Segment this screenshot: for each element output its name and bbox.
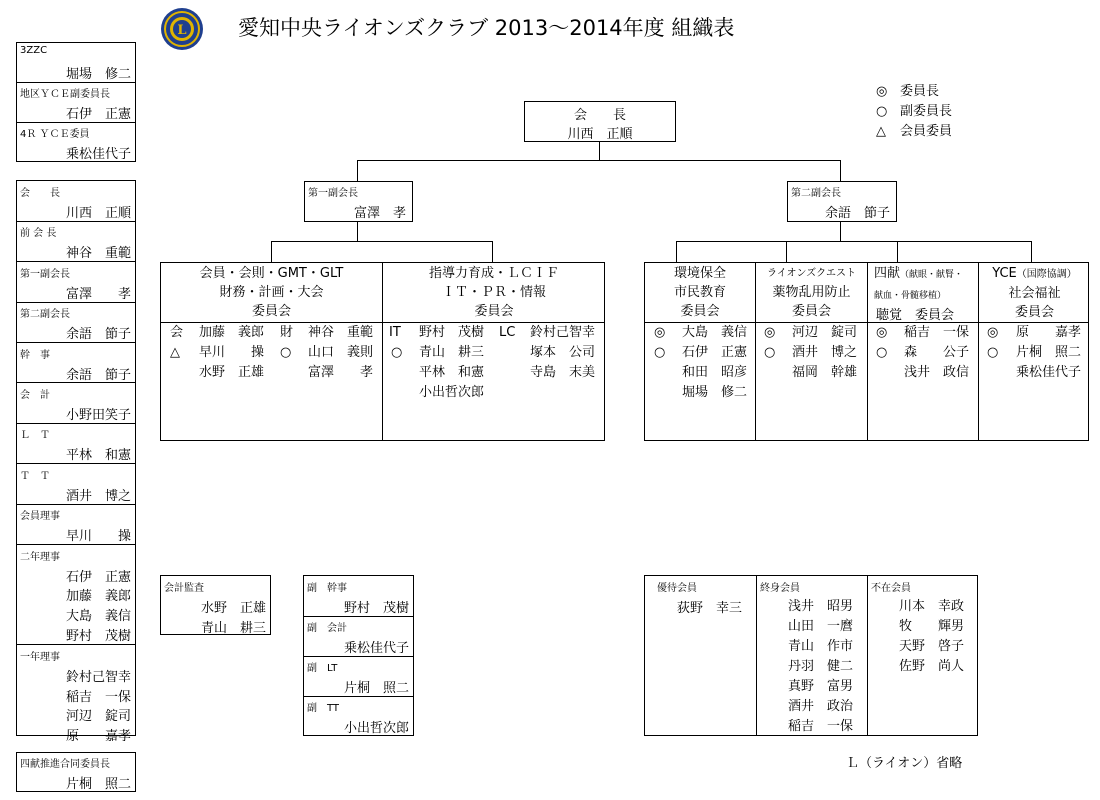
officer-title: 一年理事 [20, 651, 60, 663]
officer-title: 会員理事 [20, 511, 60, 523]
officer-title: Ｔ Ｔ [20, 470, 50, 482]
role-title: 地区ＹＣＥ副委員長 [20, 89, 110, 100]
member-name: 佐野 尚人 [899, 659, 965, 674]
role-title: 四献推進合同委員長 [20, 759, 110, 770]
member-name: 石伊 正憲 [65, 107, 131, 122]
member-name: 丹羽 健二 [788, 659, 854, 674]
member-name: 山田 一麿 [788, 619, 854, 634]
yonken-chair-box [16, 752, 136, 792]
role-title: 副 幹事 [307, 583, 347, 594]
member-name: 河辺 錠司 [792, 325, 858, 340]
role-title: 会計監査 [164, 583, 204, 594]
member-name: 天野 啓子 [899, 639, 965, 654]
role-title: 副 TT [307, 703, 340, 714]
district-roles-box [16, 42, 136, 162]
member-name: 塚本 公司 [530, 345, 596, 360]
officer-name: 石伊 正憲 [65, 569, 131, 585]
member-name: 乗松佳代子 [343, 641, 409, 656]
member-name: 小出哲次郎 [419, 385, 485, 400]
role-mark: △ [170, 345, 180, 360]
officer-name: 早川 操 [65, 529, 131, 545]
role-mark: ○ [987, 345, 999, 360]
role-title: 会 長 [573, 108, 626, 123]
officer-title: 前 会 長 [20, 228, 57, 240]
member-name: 山口 義則 [308, 345, 374, 360]
member-name: 福岡 幹雄 [792, 365, 858, 380]
officer-title: 会 計 [20, 390, 50, 401]
role-title: 不在会員 [871, 583, 911, 594]
member-name: 野村 茂樹 [419, 325, 485, 340]
member-name: 青山 耕三 [419, 345, 485, 360]
officer-title: Ｌ Ｔ [20, 430, 50, 442]
role-mark: ○ [391, 345, 403, 360]
committee-membership: 会員・会則・GMT・GLT 財務・計画・大会 委員会 [199, 266, 344, 319]
officer-name: 酒井 博之 [65, 488, 131, 504]
officer-name: 原 嘉孝 [65, 729, 131, 745]
role-mark: LC [499, 325, 516, 340]
deputies-box [303, 575, 414, 736]
member-name: 酒井 博之 [792, 345, 858, 360]
member-name: 寺島 末美 [530, 365, 596, 380]
life-members-list [788, 597, 853, 737]
committee-yce: YCE（国際協調） 社会福祉 委員会 [992, 266, 1077, 320]
second-vice-president-box [787, 181, 897, 222]
member-name: 青山 作市 [788, 639, 854, 654]
officer-name: 河辺 錠司 [65, 709, 131, 725]
member-name: 堀場 修二 [682, 385, 748, 400]
member-name: 稲吉 一保 [904, 325, 970, 340]
svg-text:L: L [177, 23, 187, 38]
role-title: 優待会員 [657, 583, 697, 594]
officer-title: 幹 事 [20, 349, 50, 361]
president-box [524, 101, 676, 142]
member-name: 余語 節子 [824, 206, 890, 221]
officer-name: 富澤 孝 [65, 286, 131, 302]
member-name: 大島 義信 [682, 325, 748, 340]
member-name: 原 嘉孝 [1016, 325, 1082, 340]
member-name: 富澤 孝 [308, 365, 374, 380]
role-title: 4Ｒ ＹＣＥ委員 [20, 129, 90, 140]
role-mark: 財 [280, 325, 294, 340]
committee-environment: 環境保全 市民教育 委員会 [673, 266, 726, 319]
officer-title: 会 長 [20, 188, 60, 199]
officer-title: 二年理事 [20, 551, 60, 563]
officers-list [16, 180, 136, 745]
role-title: 第二副会長 [791, 188, 841, 199]
officer-title: 第二副会長 [20, 309, 70, 321]
officer-name: 余語 節子 [65, 327, 131, 343]
role-mark: ◎ [764, 325, 776, 340]
member-name: 牧 輝男 [899, 619, 965, 634]
officer-name: 加藤 義郎 [65, 589, 131, 605]
member-name: 石伊 正憲 [682, 345, 748, 360]
officer-name: 小野田笑子 [65, 407, 131, 423]
role-mark: IT [389, 325, 401, 340]
member-name: 川本 幸政 [899, 599, 965, 614]
member-name: 片桐 照二 [1016, 345, 1082, 360]
member-name: 稲吉 一保 [788, 719, 854, 734]
member-name: 早川 操 [199, 345, 265, 360]
committee-lions-quest: ライオンズクエスト 薬物乱用防止 委員会 [767, 268, 856, 319]
role-mark: ◎ [876, 325, 888, 340]
officer-title: 第一副会長 [20, 268, 70, 280]
committee-leadership: 指導力育成・ＬＣＩＦ ＩＴ・ＰＲ・情報 委員会 [428, 266, 559, 319]
member-name: 森 公子 [904, 345, 970, 360]
committee-yonken: 四献（献眼・献腎・ 献血・骨髄移植） 聴覚 委員会 [874, 266, 964, 323]
officer-name: 川西 正順 [65, 205, 131, 221]
role-mark: 会 [170, 325, 184, 340]
member-name: 浅井 政信 [904, 365, 970, 380]
officer-name: 野村 茂樹 [65, 629, 131, 645]
role-mark: ○ [876, 345, 888, 360]
member-name: 乗松佳代子 [1016, 365, 1082, 380]
member-name: 川西 正順 [567, 127, 633, 142]
member-name: 青山 耕三 [200, 621, 266, 636]
committees-right-group [644, 262, 1089, 441]
member-name: 浅井 昭男 [788, 599, 854, 614]
role-title: 第一副会長 [308, 188, 358, 199]
footnote: Ｌ（ライオン）省略 [846, 756, 963, 771]
first-vice-president-box [304, 181, 413, 222]
member-name: 加藤 義郎 [199, 325, 265, 340]
page-title: 愛知中央ライオンズクラブ 2013～2014年度 組織表 [238, 16, 735, 40]
officer-name: 大島 義信 [65, 609, 131, 625]
member-name: 鈴村己智幸 [530, 325, 596, 340]
officer-name: 鈴村己智幸 [65, 669, 131, 685]
member-name: 真野 富男 [788, 679, 854, 694]
member-name: 水野 正雄 [199, 365, 265, 380]
member-name: 野村 茂樹 [343, 601, 409, 616]
role-title: 終身会員 [760, 583, 800, 594]
role-mark: ◎ [987, 325, 999, 340]
legend [876, 82, 952, 142]
member-name: 和田 昭彦 [682, 365, 748, 380]
legend-item: △ 会員委員 [876, 124, 953, 139]
special-members-box [644, 575, 978, 736]
absent-members-list [899, 597, 964, 677]
role-title: 副 会計 [307, 623, 347, 634]
officer-name: 稲吉 一保 [65, 689, 131, 705]
committees-left-group [160, 262, 605, 441]
member-name: 酒井 政治 [788, 699, 854, 714]
auditor-box [160, 575, 271, 635]
member-name: 荻野 幸三 [677, 601, 743, 616]
member-name: 小出哲次郎 [343, 721, 409, 736]
member-name: 乗松佳代子 [65, 147, 131, 162]
officer-name: 平林 和憲 [65, 448, 131, 464]
member-name: 堀場 修二 [65, 67, 131, 82]
legend-item: ○ 副委員長 [876, 104, 953, 119]
role-mark: ○ [654, 345, 666, 360]
role-mark: ◎ [654, 325, 666, 340]
lions-emblem-icon [160, 7, 204, 51]
member-name: 平林 和憲 [419, 365, 485, 380]
member-name: 片桐 照二 [65, 777, 131, 792]
club-logo [160, 7, 204, 51]
role-mark: ○ [280, 345, 292, 360]
role-mark: ○ [764, 345, 776, 360]
role-title: 副 LT [307, 663, 338, 674]
officer-name: 余語 節子 [65, 367, 131, 383]
officer-name: 神谷 重範 [65, 246, 131, 262]
member-name: 神谷 重範 [308, 325, 374, 340]
member-name: 水野 正雄 [200, 601, 266, 616]
member-name: 富澤 孝 [353, 206, 406, 221]
role-title: 3ZZC [20, 45, 48, 56]
legend-item: ◎ 委員長 [876, 84, 940, 99]
member-name: 片桐 照二 [343, 681, 409, 696]
